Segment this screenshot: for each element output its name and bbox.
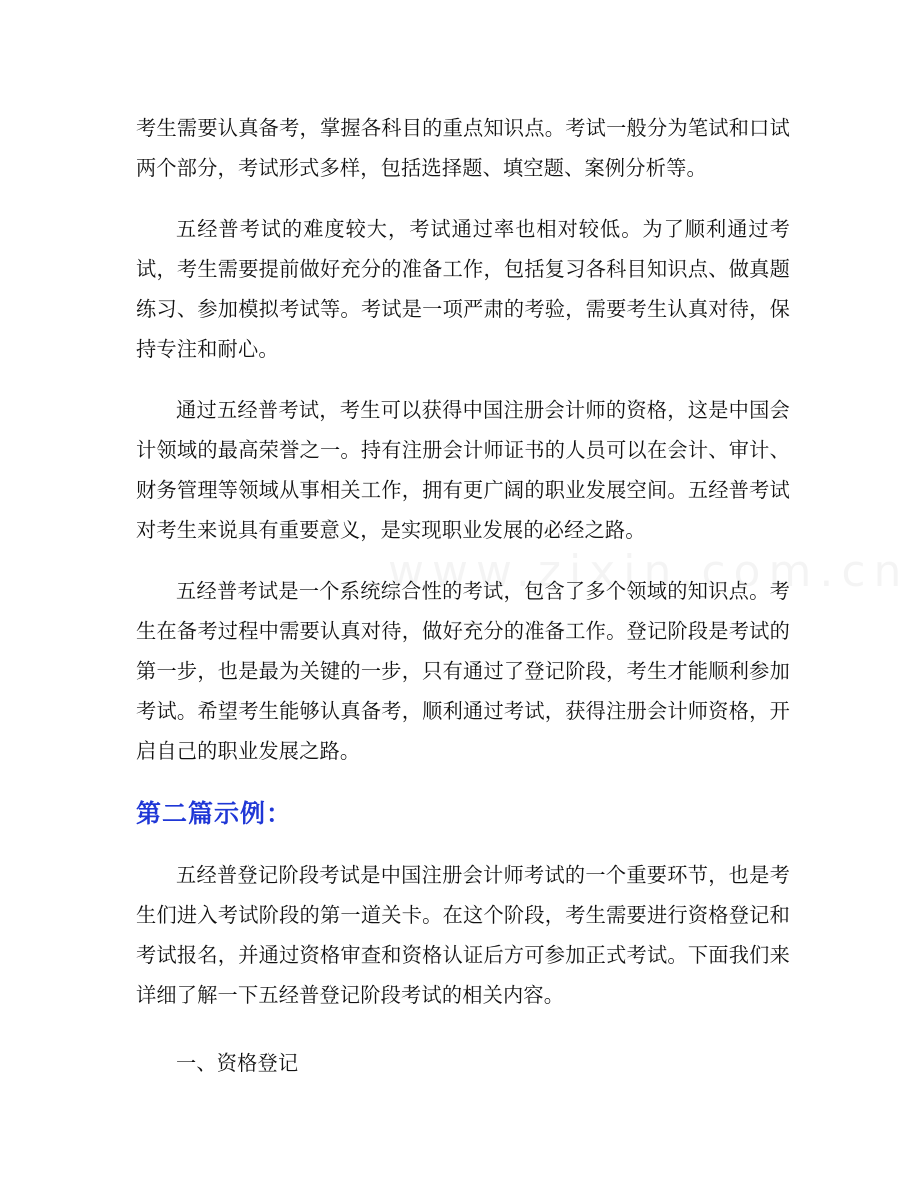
paragraph-exam-format: 考生需要认真备考，掌握各科目的重点知识点。考试一般分为笔试和口试两个部分，考试形式多样，包括选择题、填空题、案例分析等。 xyxy=(136,116,790,180)
section-heading: 第二篇示例： xyxy=(136,799,293,828)
paragraph-exam-difficulty: 五经普考试的难度较大，考试通过率也相对较低。为了顺利通过考试，考生需要提前做好充分的准备工作，包括复习各科目知识点、做真题练习、参加模拟考试等。考试是一项严肃的考验，需要考生认真对待，保持专注和耐心。 xyxy=(136,217,790,361)
document-page xyxy=(136,108,790,1083)
paragraph-registration-intro: 五经普登记阶段考试是中国注册会计师考试的一个重要环节，也是考生们进入考试阶段的第一道关卡。在这个阶段，考生需要进行资格登记和考试报名，并通过资格审查和资格认证后方可参加正式考试。下面我们来详细了解一下五经普登记阶段考试的相关内容。 xyxy=(136,863,790,1007)
paragraph-exam-significance: 通过五经普考试，考生可以获得中国注册会计师的资格，这是中国会计领域的最高荣誉之一。持有注册会计师证书的人员可以在会计、审计、财务管理等领域从事相关工作，拥有更广阔的职业发展空间。五经普考试对考生来说具有重要意义，是实现职业发展的必经之路。 xyxy=(136,398,790,542)
paragraph-exam-summary: 五经普考试是一个系统综合性的考试，包含了多个领域的知识点。考生在备考过程中需要认真对待，做好充分的准备工作。登记阶段是考试的第一步，也是最为关键的一步，只有通过了登记阶段，考生才能顺利参加考试。希望考生能够认真备考，顺利通过考试，获得注册会计师资格，开启自己的职业发展之路。 xyxy=(136,579,790,763)
subheading-qualification-registration: 一、资格登记 xyxy=(176,1051,299,1075)
